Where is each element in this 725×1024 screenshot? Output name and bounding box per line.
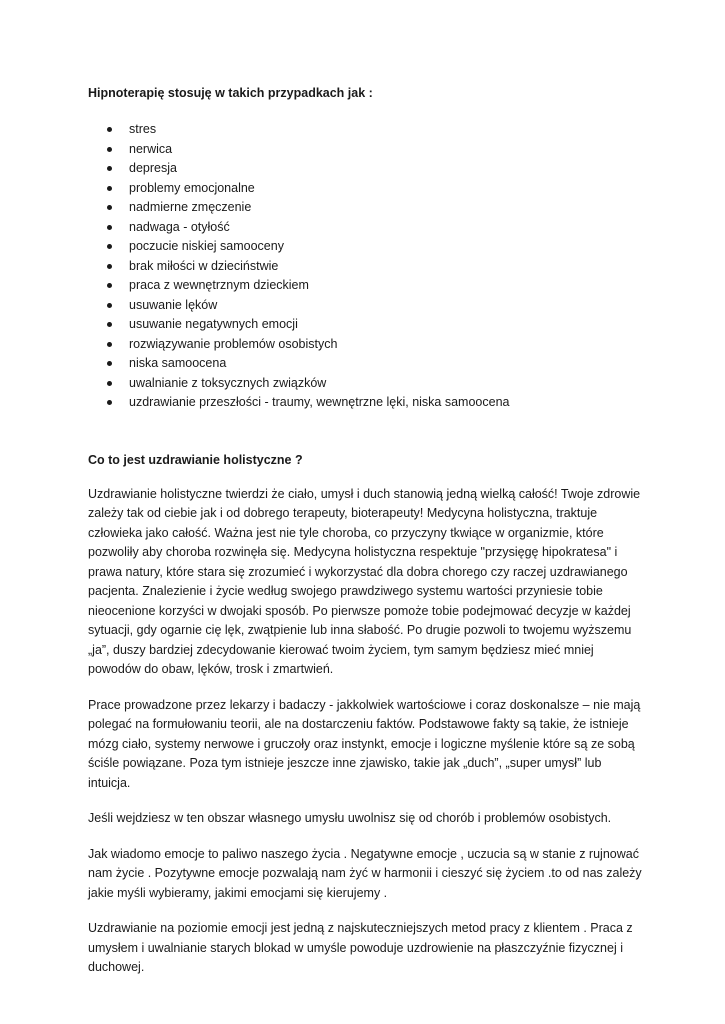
list-item — [88, 335, 643, 355]
section-heading-hypnotherapy: Hipnoterapię stosuję w takich przypadkach jak : — [88, 86, 373, 100]
list-item-text: depresja — [129, 161, 177, 175]
list-item — [88, 218, 643, 238]
bullet-icon — [107, 166, 112, 171]
list-item — [88, 276, 643, 296]
list-item-text: uwalnianie z toksycznych związków — [129, 375, 327, 390]
list-item — [88, 296, 643, 316]
list-item-text: rozwiązywanie problemów osobistych — [129, 336, 338, 351]
list-item — [88, 374, 643, 394]
bullet-icon — [107, 400, 112, 405]
list-item-text: usuwanie negatywnych emocji — [129, 317, 298, 331]
bullet-icon — [107, 381, 112, 386]
conditions-list — [88, 120, 643, 413]
list-item — [88, 393, 643, 413]
section-heading-holistic: Co to jest uzdrawianie holistyczne ? — [88, 452, 303, 467]
paragraph: Jak wiadomo emocje to paliwo naszego życia . Negatywne emocje , uczucia są w stanie z rujnować nam życie . Pozytywne emocje pozwalają nam żyć w harmonii i cieszyć się życiem .to od nas zależy jakie myśli wybieramy, jakimi emocjami się kierujemy . — [88, 846, 642, 900]
list-item-text: nadwaga - otyłość — [129, 219, 230, 234]
list-item — [88, 237, 643, 257]
bullet-icon — [107, 225, 112, 230]
list-item — [88, 257, 643, 277]
paragraph: Jeśli wejdziesz w ten obszar własnego umysłu uwolnisz się od chorób i problemów osobistych. — [88, 811, 612, 825]
list-item — [88, 354, 643, 374]
bullet-icon — [107, 342, 112, 347]
list-item-text: uzdrawianie przeszłości - traumy, wewnętrzne lęki, niska samoocena — [129, 395, 510, 409]
list-item — [88, 120, 643, 140]
list-item-text: poczucie niskiej samooceny — [129, 239, 284, 253]
list-item — [88, 179, 643, 199]
list-item-text: nadmierne zmęczenie — [129, 200, 252, 214]
list-item-text: nerwica — [129, 141, 173, 156]
list-item — [88, 140, 643, 160]
bullet-icon — [107, 186, 112, 191]
paragraph: Uzdrawianie holistyczne twierdzi że ciało, umysł i duch stanowią jedną wielką całość! Twoje zdrowie zależy tak od ciebie jak i od dobrego terapeuty, bioterapeuty! Medycyna holistyczna, traktuje człowieka jako całość. Ważna jest nie tyle choroba, co przyczyny tkwiące w organizmie, które pozwoliły aby choroba rozwinęła się. Medycyna holistyczna respektuje "przysięgę hipokratesa" i prawa natury, które stara się zrozumieć i wykorzystać dla dobra chorego czy raczej uzdrawianego pacjenta. Znalezienie i życie według swojego prawdziwego systemu wartości przyniesie tobie nieocenione korzyści w dwojaki sposób. Po pierwsze pomoże tobie podejmować decyzje w każdej sytuacji, gdy ogarnie cię lęk, zwątpienie lub inna słabość. Po drugie pozwoli to twojemu wyższemu „ja”, duszy bardziej zdecydowanie kierować twoim życiem, tym samym będziesz mieć mniej powodów do obaw, lęków, trosk i zmartwień. — [88, 486, 641, 676]
bullet-icon — [107, 283, 112, 288]
list-item-text: praca z wewnętrznym dzieckiem — [129, 278, 309, 292]
list-item-text: brak miłości w dzieciństwie — [129, 258, 279, 273]
list-item-text: stres — [129, 122, 157, 136]
bullet-icon — [107, 127, 112, 132]
holistic-healing-section — [88, 451, 643, 978]
bullet-icon — [107, 264, 112, 269]
list-item-text: niska samoocena — [129, 356, 227, 370]
bullet-icon — [107, 322, 112, 327]
document-page — [88, 84, 643, 978]
paragraph: Uzdrawianie na poziomie emocji jest jedną z najskuteczniejszych metod pracy z klientem . Praca z umysłem i uwalnianie starych blokad w umyśle powoduje uzdrowienie na płaszczyźnie fizycznej i duchowej. — [88, 921, 633, 974]
bullet-icon — [107, 205, 112, 210]
bullet-icon — [107, 147, 112, 152]
bullet-icon — [107, 244, 112, 249]
list-item — [88, 159, 643, 179]
list-item — [88, 198, 643, 218]
list-item-text: usuwanie lęków — [129, 297, 218, 312]
list-item — [88, 315, 643, 335]
paragraph: Prace prowadzone przez lekarzy i badaczy - jakkolwiek wartościowe i coraz doskonalsze – nie mają polegać na formułowaniu teorii, ale na dostarczeniu faktów. Podstawowe fakty są takie, że istnieje mózg ciało, systemy nerwowe i gruczoły oraz instynkt, emocje i logiczne myślenie które są ze sobą ściśle powiązane. Poza tym istnieje jeszcze inne zjawisko, takie jak „duch”, „super umysł” lub intuicja. — [88, 697, 641, 790]
list-item-text: problemy emocjonalne — [129, 180, 255, 195]
bullet-icon — [107, 303, 112, 308]
bullet-icon — [107, 361, 112, 366]
